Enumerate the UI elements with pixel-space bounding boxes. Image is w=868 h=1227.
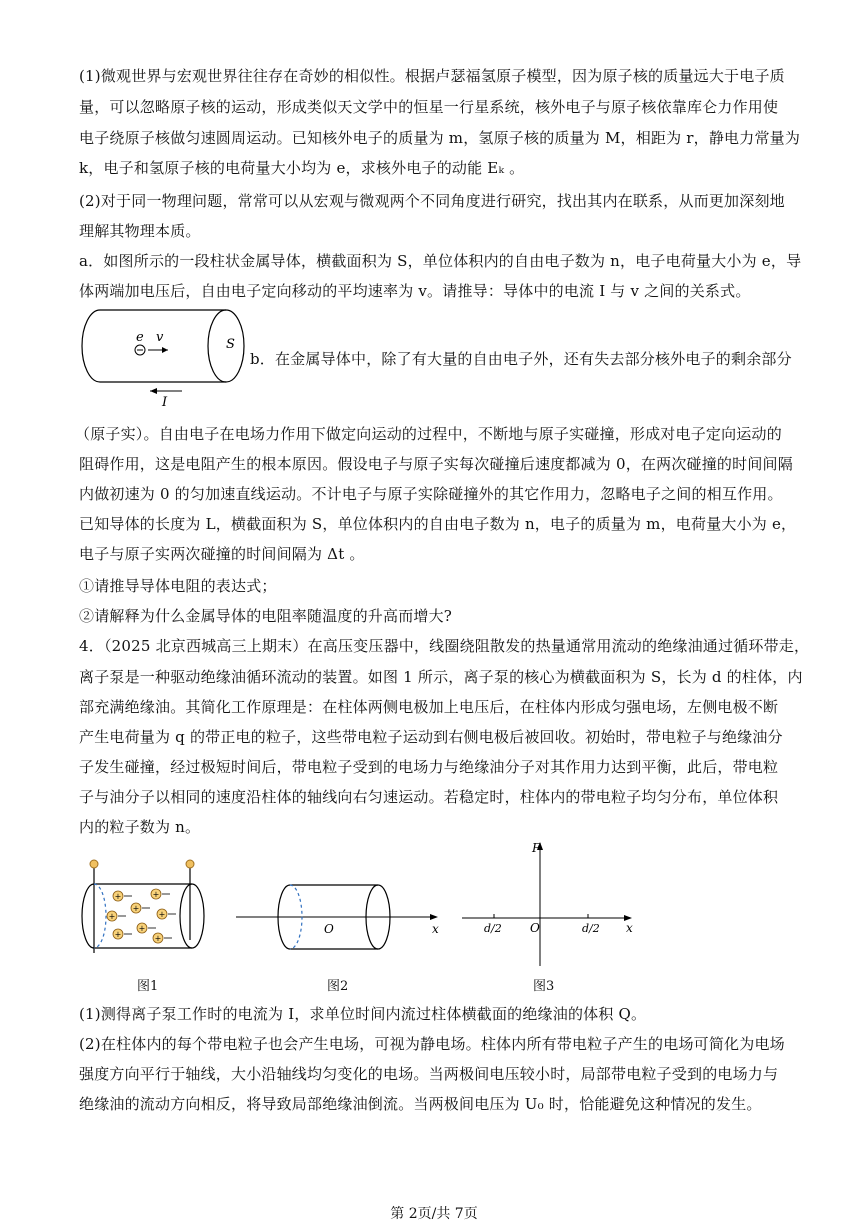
text-line: （原子实）。自由电子在电场力作用下做定向运动的过程中，不断地与原子实碰撞，形成对电子定向运动的	[75, 425, 782, 443]
text-line: 强度方向平行于轴线，大小沿轴线均匀变化的电场。当两极间电压较小时，局部带电粒子受到的电场力与	[79, 1065, 779, 1083]
svg-text:+: +	[132, 904, 140, 913]
text-line: (2)对于同一物理问题，常常可以从宏观与微观两个不同角度进行研究，找出其内在联系，从而更加深刻地	[79, 192, 785, 210]
conductor-figure	[78, 308, 248, 408]
text-line: 部充满绝缘油。其简化工作原理是：在柱体两侧电极加上电压后，在柱体内形成匀强电场，左侧电极不断	[79, 698, 779, 716]
x-axis-label: x	[432, 922, 439, 936]
text-line: (2)在柱体内的每个带电粒子也会产生电场，可视为静电场。柱体内所有带电粒子产生的电场可简化为电场	[79, 1035, 785, 1053]
area-label: S	[226, 337, 235, 352]
text-line: ②请解释为什么金属导体的电阻率随温度的升高而增大?	[79, 607, 453, 625]
text-line: 4．（2025 北京西城高三上期末）在高压变压器中，线圈绕阻散发的热量通常用流动的绝缘油通过循环带走，	[79, 637, 810, 655]
text-line: b．在金属导体中，除了有大量的自由电子外，还有失去部分核外电子的剩余部分	[250, 350, 792, 368]
electrode-terminal	[186, 860, 194, 868]
text-line: 已知导体的长度为 L，横截面积为 S，单位体积内的自由电子数为 n，电子的质量为 m，电荷量大小为 e，	[79, 515, 797, 533]
figure-1-caption: 图1	[137, 979, 159, 994]
figure-1-ion-pump	[74, 858, 214, 958]
svg-text:+: +	[108, 912, 116, 921]
left-tick-label: d/2	[484, 922, 502, 935]
svg-text:+: +	[138, 924, 146, 933]
text-line: 子与油分子以相同的速度沿柱体的轴线向右匀速运动。若稳定时，柱体内的带电粒子均匀分布，单位体积	[79, 788, 779, 806]
text-line: 理解其物理本质。	[79, 222, 201, 240]
svg-text:+: +	[154, 934, 162, 943]
electrode-terminal	[90, 860, 98, 868]
svg-text:+: +	[158, 910, 166, 919]
figure-3-axes	[458, 838, 638, 970]
svg-text:+: +	[152, 890, 160, 899]
text-line: 产生电荷量为 q 的带正电的粒子，这些带电粒子运动到右侧电极后被回收。初始时，带电粒子与绝缘油分	[79, 728, 783, 746]
right-tick-label: d/2	[582, 922, 600, 935]
text-line: k，电子和氢原子核的电荷量大小均为 e，求核外电子的动能 Eₖ 。	[79, 159, 525, 177]
text-line: 电子与原子实两次碰撞的时间间隔为 Δt 。	[79, 545, 365, 563]
text-line: ①请推导导体电阻的表达式；	[79, 577, 277, 595]
text-line: 电子绕原子核做匀速圆周运动。已知核外电子的质量为 m，氢原子核的质量为 M，相距为 r，静电力常量为	[79, 129, 801, 147]
svg-text:+: +	[114, 930, 122, 939]
text-line: 内的粒子数为 n。	[79, 818, 201, 836]
text-line: 绝缘油的流动方向相反，将导致局部绝缘油倒流。当两极间电压为 U₀ 时，恰能避免这种情况的发生。	[79, 1095, 762, 1113]
figure-3-caption: 图3	[533, 979, 555, 994]
origin-label: O	[530, 921, 540, 935]
y-axis-label: F	[532, 841, 541, 855]
text-line: a．如图所示的一段柱状金属导体，横截面积为 S，单位体积内的自由电子数为 n，电子电荷量大小为 e，导	[79, 252, 802, 270]
current-label: I	[162, 395, 168, 408]
page-footer: 第 2页/共 7页	[390, 1206, 478, 1222]
text-line: 子发生碰撞，经过极短时间后，带电粒子受到的电场力与绝缘油分子对其作用力达到平衡，此后，带电粒	[79, 758, 779, 776]
text-line: 体两端加电压后，自由电子定向移动的平均速率为 v。请推导：导体中的电流 I 与 v 之间的关系式。	[79, 282, 751, 300]
figure-2-caption: 图2	[327, 979, 349, 994]
velocity-label: v	[156, 330, 164, 345]
text-line: 阻碍作用，这是电阻产生的根本原因。假设电子与原子实每次碰撞后速度都减为 0，在两次碰撞的时间间隔	[79, 455, 793, 473]
figure-2-axis	[232, 875, 447, 955]
svg-text:+: +	[114, 892, 122, 901]
text-line: 内做初速为 0 的匀加速直线运动。不计电子与原子实除碰撞外的其它作用力，忽略电子之间的相互作用。	[79, 485, 783, 503]
origin-label: O	[324, 922, 334, 936]
electron-label: e	[136, 330, 144, 345]
text-line: (1)测得离子泵工作时的电流为 I，求单位时间内流过柱体横截面的绝缘油的体积 Q。	[79, 1005, 647, 1023]
text-line: (1)微观世界与宏观世界往往存在奇妙的相似性。根据卢瑟福氢原子模型，因为原子核的质量远大于电子质	[79, 67, 785, 85]
x-axis-label: x	[626, 921, 633, 935]
text-line: 量，可以忽略原子核的运动，形成类似天文学中的恒星一行星系统，核外电子与原子核依靠库仑力作用使	[79, 98, 779, 116]
text-line: 离子泵是一种驱动绝缘油循环流动的装置。如图 1 所示，离子泵的核心为横截面积为 S，长为 d 的柱体，内	[79, 668, 803, 686]
